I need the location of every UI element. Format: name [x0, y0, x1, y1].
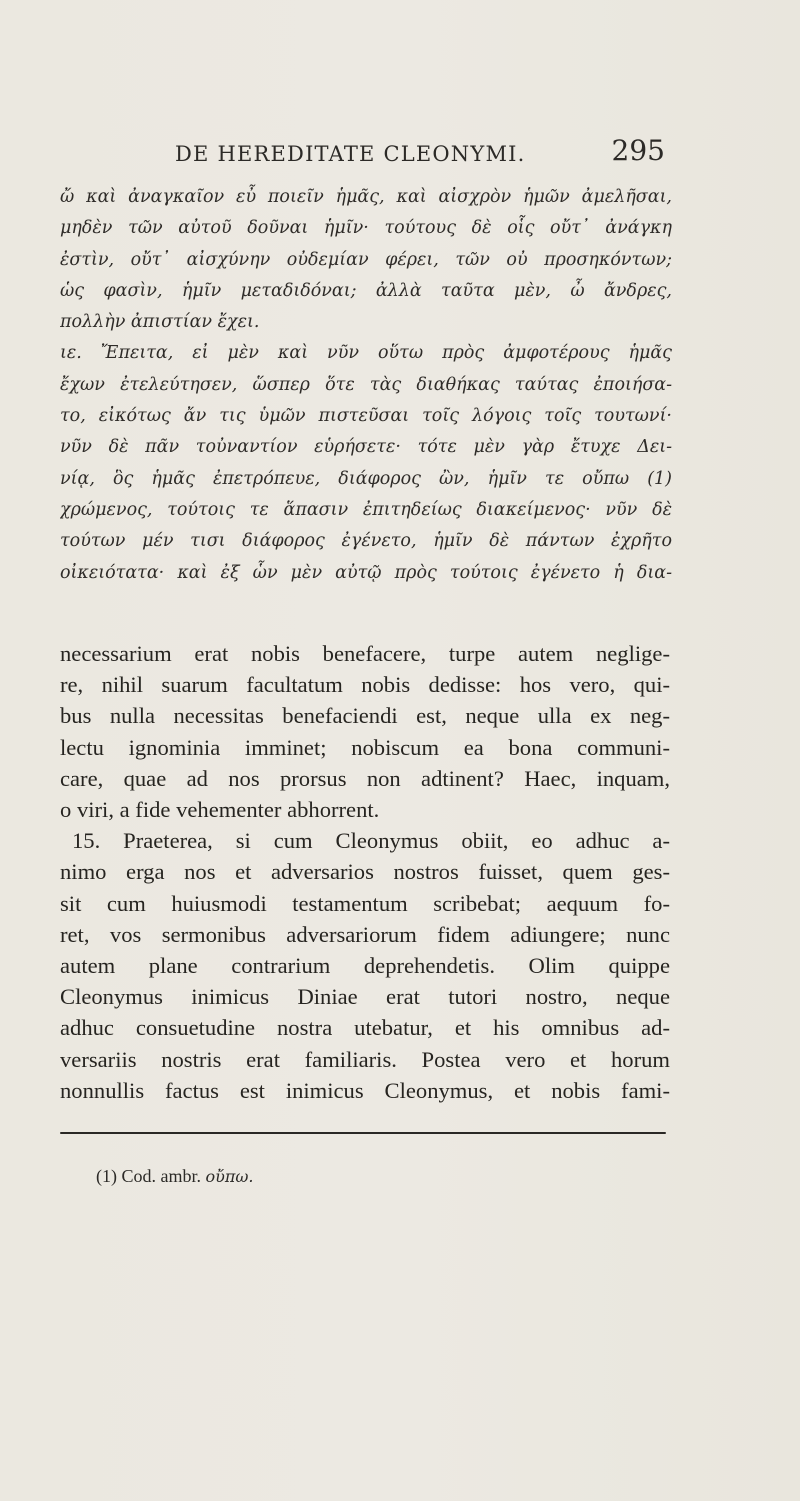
page-number: 295	[611, 134, 665, 167]
latin-line: autem plane contrarium deprehendetis. Olim quippe	[60, 953, 670, 979]
latin-line: sit cum huiusmodi testamentum scribebat; aequum fo-	[60, 890, 670, 916]
footnote-greek-word: οὔπω.	[205, 1167, 254, 1186]
footnote-divider	[60, 1132, 666, 1134]
latin-line: re, nihil suarum facultatum nobis dedisse: hos vero, qui-	[60, 672, 670, 698]
greek-line: μηδὲν τῶν αὐτοῦ δοῦναι ἡμῖν· τούτους δὲ οἷς οὔτ᾽ ἀνάγκη	[60, 218, 672, 239]
latin-line: necessarium erat nobis benefacere, turpe autem neglige-	[60, 641, 670, 666]
latin-line: nimo erga nos et adversarios nostros fuisset, quem ges-	[60, 859, 670, 885]
greek-line: νῦν δὲ πᾶν τοὐναντίον εὑρήσετε· τότε μὲν γὰρ ἔτυχε Δει-	[60, 437, 672, 458]
latin-line: adhuc consuetudine nostra utebatur, et his omnibus ad-	[60, 1015, 670, 1041]
greek-line: το, εἰκότως ἄν τις ὑμῶν πιστεῦσαι τοῖς λόγοις τοῖς τουτωνί·	[60, 406, 672, 427]
greek-line: ἐστὶν, οὔτ᾽ αἰσχύνην οὐδεμίαν φέρει, τῶν οὐ προσηκόντων;	[60, 249, 672, 270]
greek-line: ιε. Ἔπειτα, εἰ μὲν καὶ νῦν οὕτω πρὸς ἀμφοτέρους ἡμᾶς	[60, 343, 672, 364]
latin-line: lectu ignominia imminet; nobiscum ea bona communi-	[60, 734, 670, 760]
running-title: DE HEREDITATE CLEONYMI.	[175, 142, 526, 166]
latin-line: 15. Praeterea, si cum Cleonymus obiit, eo adhuc a-	[72, 828, 670, 854]
latin-line: bus nulla necessitas benefaciendi est, neque ulla ex neg-	[60, 703, 670, 729]
greek-line: ὡς φασὶν, ἡμῖν μεταδιδόναι; ἀλλὰ ταῦτα μὲν, ὦ ἄνδρες,	[60, 280, 672, 301]
latin-line: Cleonymus inimicus Diniae erat tutori nostro, neque	[60, 984, 670, 1010]
greek-line: ὤ καὶ ἀναγκαῖον εὖ ποιεῖν ἡμᾶς, καὶ αἰσχρὸν ἡμῶν ἀμελῆσαι,	[60, 187, 672, 207]
greek-line: οἰκειότατα· καὶ ἐξ ὧν μὲν αὐτῷ πρὸς τούτοις ἐγένετο ἡ δια-	[60, 562, 672, 583]
latin-line: versariis nostris erat familiaris. Postea vero et horum	[60, 1046, 670, 1072]
footnote	[96, 1166, 254, 1187]
latin-text-block	[60, 638, 670, 1106]
greek-line: πολλὴν ἀπιστίαν ἔχει.	[60, 312, 260, 333]
greek-line: νίᾳ, ὃς ἡμᾶς ἐπετρόπευε, διάφορος ὢν, ἡμῖν τε οὔπω (1)	[60, 468, 672, 489]
latin-line: care, quae ad nos prorsus non adtinent? Haec, inquam,	[60, 765, 670, 791]
latin-line: nonnullis factus est inimicus Cleonymus, et nobis fami-	[60, 1077, 670, 1103]
footnote-text: Cod. ambr.	[121, 1166, 201, 1186]
latin-line: o viri, a fide vehementer abhorrent.	[60, 797, 380, 823]
greek-text-block	[60, 182, 672, 589]
running-head	[175, 134, 665, 174]
footnote-marker: (1)	[96, 1166, 117, 1186]
greek-line: τούτων μέν τισι διάφορος ἐγένετο, ἡμῖν δὲ πάντων ἐχρῆτο	[60, 531, 672, 552]
latin-line: ret, vos sermonibus adversariorum fidem adiungere; nunc	[60, 921, 670, 947]
greek-line: ἔχων ἐτελεύτησεν, ὥσπερ ὅτε τὰς διαθήκας ταύτας ἐποιήσα-	[60, 374, 672, 395]
greek-line: χρώμενος, τούτοις τε ἅπασιν ἐπιτηδείως διακείμενος· νῦν δὲ	[60, 499, 672, 520]
